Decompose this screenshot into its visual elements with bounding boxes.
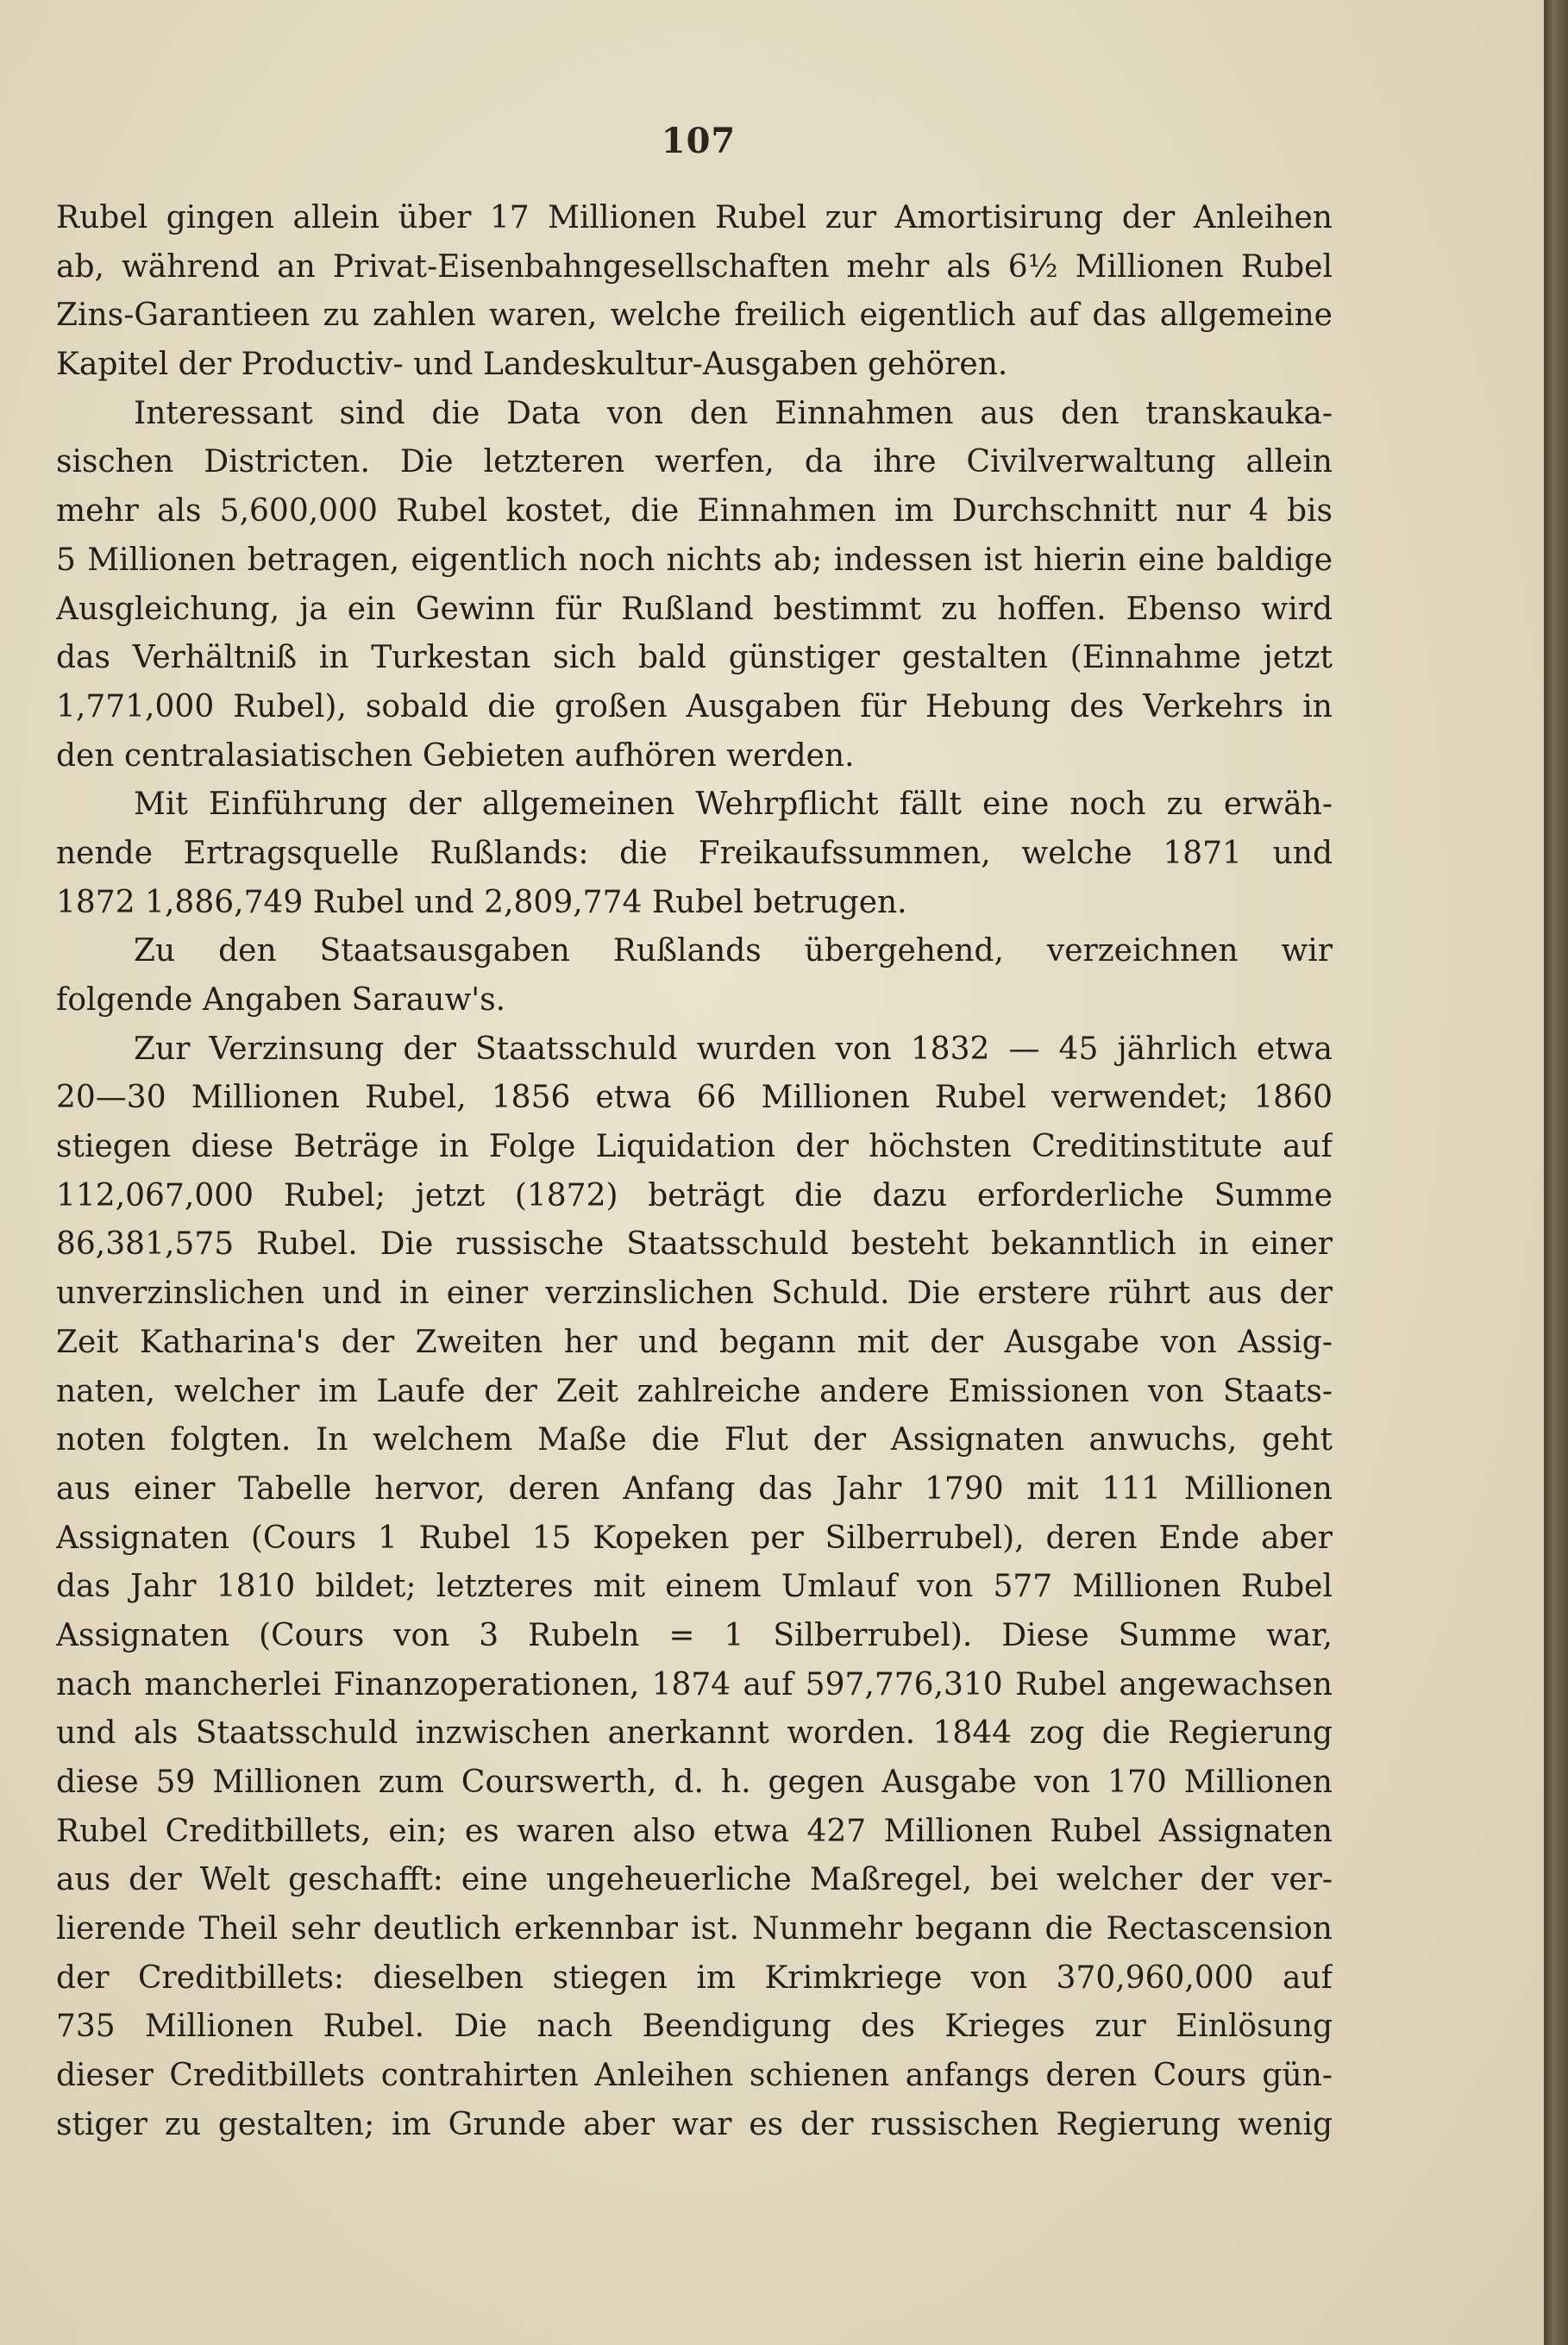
text-line: 112,067,000 Rubel; jetzt (1872) beträgt die dazu erforderliche Summe xyxy=(56,1177,1333,1213)
text-line: ab, während an Privat-Eisenbahngesellschaften mehr als 6½ Millionen Rubel xyxy=(56,248,1333,285)
text-line: noten folgten. In welchem Maße die Flut der Assignaten anwuchs, geht xyxy=(56,1422,1333,1458)
text-line: Zur Verzinsung der Staatsschuld wurden von 1832 — 45 jährlich etwa xyxy=(134,1031,1333,1067)
text-line: naten, welcher im Laufe der Zeit zahlreiche andere Emissionen von Staats- xyxy=(56,1373,1333,1409)
text-line: das Jahr 1810 bildet; letzteres mit einem Umlauf von 577 Millionen Rubel xyxy=(56,1569,1333,1605)
body-text xyxy=(56,194,1333,2150)
text-line: Kapitel der Productiv- und Landeskultur-Ausgaben gehören. xyxy=(56,347,1008,383)
page-number: 107 xyxy=(661,121,737,161)
text-line: dieser Creditbillets contrahirten Anleihen schienen anfangs deren Cours gün- xyxy=(56,2058,1333,2094)
text-line: Zu den Staatsausgaben Rußlands übergehend, verzeichnen wir xyxy=(134,933,1333,969)
text-line: 20—30 Millionen Rubel, 1856 etwa 66 Millionen Rubel verwendet; 1860 xyxy=(56,1080,1333,1116)
text-line: 1872 1,886,749 Rubel und 2,809,774 Rubel betrugen. xyxy=(56,884,907,920)
text-line: stiegen diese Beträge in Folge Liquidation der höchsten Creditinstitute auf xyxy=(56,1129,1333,1165)
text-line: Zins-Garantieen zu zahlen waren, welche freilich eigentlich auf das allgemeine xyxy=(56,298,1333,334)
text-line: aus der Welt geschafft: eine ungeheuerliche Maßregel, bei welcher der ver- xyxy=(56,1862,1333,1898)
text-line: 735 Millionen Rubel. Die nach Beendigung des Krieges zur Einlösung xyxy=(56,2009,1333,2045)
text-line: Rubel Creditbillets, ein; es waren also etwa 427 Millionen Rubel Assignaten xyxy=(56,1813,1333,1849)
text-line: nach mancherlei Finanzoperationen, 1874 auf 597,776,310 Rubel angewachsen xyxy=(56,1666,1333,1702)
text-line: Rubel gingen allein über 17 Millionen Rubel zur Amortisirung der Anleihen xyxy=(56,200,1333,235)
text-line: diese 59 Millionen zum Courswerth, d. h. gegen Ausgabe von 170 Millionen xyxy=(56,1765,1333,1800)
book-spine-edge xyxy=(1544,0,1568,2345)
text-line: der Creditbillets: dieselben stiegen im Krimkriege von 370,960,000 auf xyxy=(56,1959,1333,1996)
text-line: und als Staatsschuld inzwischen anerkannt worden. 1844 zog die Regierung xyxy=(56,1715,1333,1752)
text-line: Assignaten (Cours von 3 Rubeln = 1 Silberrubel). Diese Summe war, xyxy=(56,1617,1333,1653)
text-line: stiger zu gestalten; im Grunde aber war es der russischen Regierung wenig xyxy=(56,2106,1333,2142)
text-line: nende Ertragsquelle Rußlands: die Freikaufssummen, welche 1871 und xyxy=(56,835,1333,871)
text-line: den centralasiatischen Gebieten aufhören werden. xyxy=(56,737,855,774)
text-line: Interessant sind die Data von den Einnahmen aus den transkauka- xyxy=(134,395,1333,431)
text-line: lierende Theil sehr deutlich erkennbar ist. Nunmehr begann die Rectascension xyxy=(56,1911,1333,1947)
text-line: Ausgleichung, ja ein Gewinn für Rußland bestimmt zu hoffen. Ebenso wird xyxy=(56,591,1333,627)
text-line: 1,771,000 Rubel), sobald die großen Ausgaben für Hebung des Verkehrs in xyxy=(56,688,1333,724)
text-line: unverzinslichen und in einer verzinslichen Schuld. Die erstere rührt aus der xyxy=(56,1276,1333,1312)
text-line: Mit Einführung der allgemeinen Wehrpflicht fällt eine noch zu erwäh- xyxy=(134,787,1333,823)
text-line: das Verhältniß in Turkestan sich bald günstiger gestalten (Einnahme jetzt xyxy=(56,640,1333,676)
text-line: aus einer Tabelle hervor, deren Anfang das Jahr 1790 mit 111 Millionen xyxy=(56,1470,1333,1507)
text-line: folgende Angaben Sarauw's. xyxy=(56,982,506,1018)
text-line: Assignaten (Cours 1 Rubel 15 Kopeken per Silberrubel), deren Ende aber xyxy=(56,1520,1333,1556)
text-line: mehr als 5,600,000 Rubel kostet, die Einnahmen im Durchschnitt nur 4 bis xyxy=(56,493,1333,530)
text-line: 5 Millionen betragen, eigentlich noch nichts ab; indessen ist hierin eine baldige xyxy=(56,542,1333,578)
text-line: sischen Districten. Die letzteren werfen, da ihre Civilverwaltung allein xyxy=(56,444,1333,480)
text-line: Zeit Katharina's der Zweiten her und begann mit der Ausgabe von Assig- xyxy=(56,1324,1333,1360)
text-line: 86,381,575 Rubel. Die russische Staatsschuld besteht bekanntlich in einer xyxy=(56,1226,1333,1263)
